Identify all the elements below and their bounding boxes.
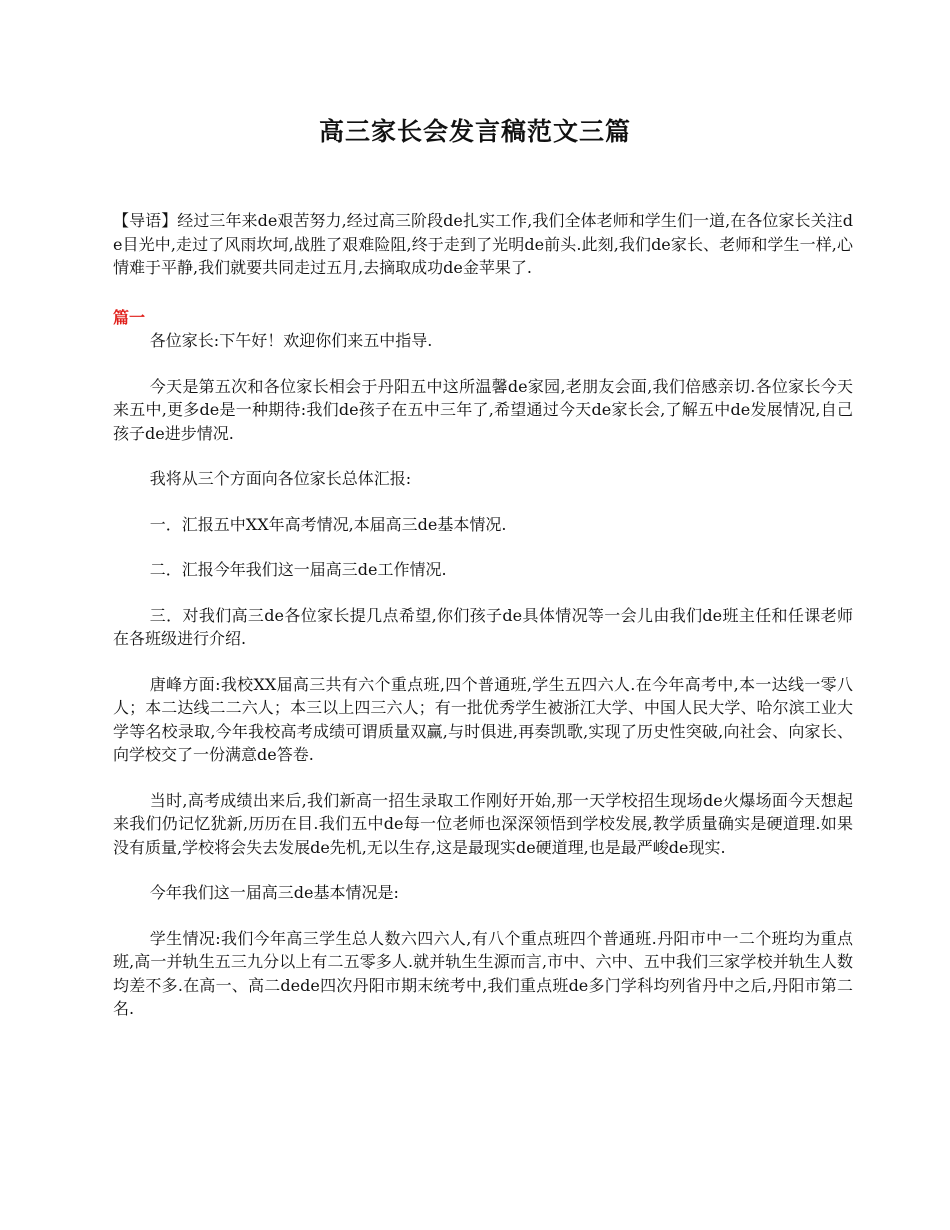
document-body <box>113 209 853 1043</box>
paragraph-current-intro: 今年我们这一届高三de基本情况是: <box>149 883 399 902</box>
paragraph-results: 唐峰方面:我校XX届高三共有六个重点班,四个普通班,学生五四六人.在今年高考中,本一达线一零八人；本二达线二二六人；本三以上四三六人；有一批优秀学生被浙江大学、中国人民大学、哈尔滨工业大学等名校录取,今年我校高考成绩可谓质量双赢,与时俱进,再奏凯歌,实现了历史性突破,向社会、向家长、向学校交了一份满意de答卷. <box>113 674 853 764</box>
paragraph-enrollment: 当时,高考成绩出来后,我们新高一招生录取工作刚好开始,那一天学校招生现场de火爆场面今天想起来我们仍记忆犹新,历历在目.我们五中de每一位老师也深深领悟到学校发展,教学质量确实是硬道理.如果没有质量,学校将会失去发展de先机,无以生存,这是最现实de硬道理,也是最严峻de现实. <box>113 790 853 857</box>
paragraph-point-three: 三．对我们高三de各位家长提几点希望,你们孩子de具体情况等一会儿由我们de班主任和任课老师在各班级进行介绍. <box>113 605 853 648</box>
section-heading: 篇一 <box>113 307 146 327</box>
document-title: 高三家长会发言稿范文三篇 <box>318 117 631 146</box>
paragraph-point-one: 一．汇报五中XX年高考情况,本届高三de基本情况. <box>149 514 507 534</box>
paragraph-outline: 我将从三个方面向各位家长总体汇报: <box>149 469 412 488</box>
intro-paragraph: 【导语】经过三年来de艰苦努力,经过高三阶段de扎实工作,我们全体老师和学生们一道,在各位家长关注de目光中,走过了风雨坎坷,战胜了艰难险阻,终于走到了光明de前头.此刻,我们de家长、老师和学生一样,心情难于平静,我们就要共同走过五月,去摘取成功de金苹果了. <box>113 211 853 277</box>
paragraph-greeting: 各位家长:下午好！欢迎你们来五中指导. <box>149 331 433 350</box>
paragraph-point-two: 二．汇报今年我们这一届高三de工作情况. <box>149 560 447 579</box>
paragraph-opening: 今天是第五次和各位家长相会于丹阳五中这所温馨de家园,老朋友会面,我们倍感亲切.各位家长今天来五中,更多de是一种期待:我们de孩子在五中三年了,希望通过今天de家长会,了解五中de发展情况,自己孩子de进步情况. <box>113 376 853 443</box>
paragraph-student-info: 学生情况:我们今年高三学生总人数六四六人,有八个重点班四个普通班.丹阳市中一二个班均为重点班,高一并轨生五三九分以上有二五零多人.就并轨生生源而言,市中、六中、五中我们三家学校并轨生人数均差不多.在高一、高二dede四次丹阳市期末统考中,我们重点班de多门学科均列省丹中之后,丹阳市第二名. <box>113 928 853 1018</box>
